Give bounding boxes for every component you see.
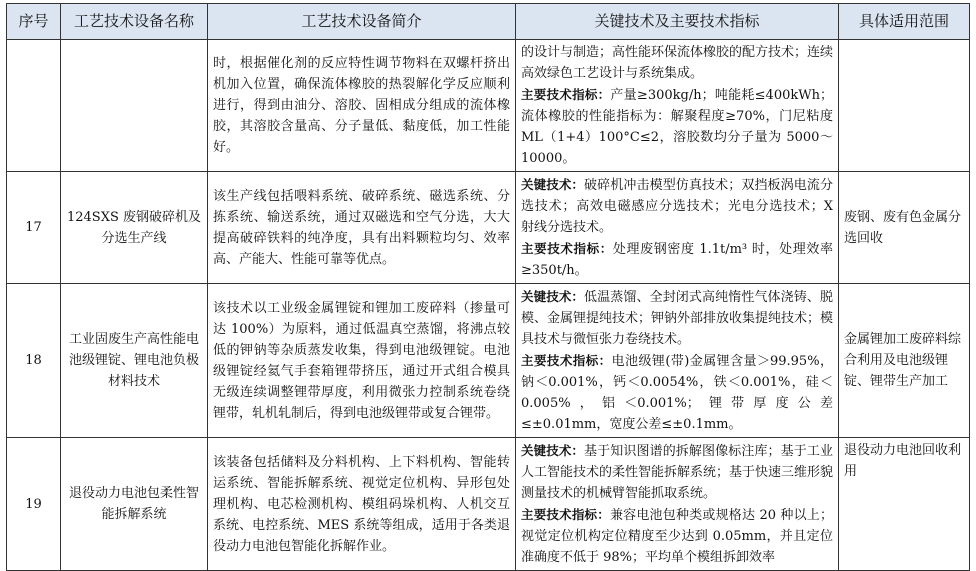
- row-number: 18: [7, 284, 61, 438]
- process-technology-table: [6, 3, 970, 571]
- table-row: [7, 438, 970, 571]
- main-indicators-text: 电池级锂(带)金属锂含量＞99.95%，钠＜0.001%，钙＜0.0054%，铁＜0.001%，硅＜0.005%，铝＜0.001%；锂带厚度公差≤±0.01mm，宽度公差≤±0.1mm。: [521, 354, 833, 432]
- table-row: [7, 284, 970, 438]
- key-technology-label: 关键技术：: [521, 443, 585, 458]
- row-number: [7, 40, 61, 172]
- main-indicators-label: 主要技术指标：: [521, 353, 612, 368]
- main-indicators-label: 主要技术指标：: [521, 507, 610, 522]
- application-scope: 退役动力电池回收利用: [839, 438, 970, 571]
- application-scope: 废钢、废有色金属分选回收: [839, 172, 970, 284]
- key-technology-text: 基于知识图谱的拆解图像标注库；基于工业人工智能技术的柔性智能拆解系统；基于快速三维形貌测量技术的机械臂智能抓取系统。: [521, 444, 834, 501]
- row-number: 17: [7, 172, 61, 284]
- key-technology: [521, 440, 833, 504]
- header-key-technology: 关键技术及主要技术指标: [516, 4, 839, 40]
- main-indicators: [521, 238, 833, 281]
- key-technology-cell: [516, 172, 839, 284]
- application-scope: 金属锂加工废碎料综合利用及电池级锂锭、锂带生产加工: [839, 284, 970, 438]
- header-equipment-intro: 工艺技术设备简介: [208, 4, 516, 40]
- table-row: [7, 40, 970, 172]
- table-row: [7, 172, 970, 284]
- header-serial-number: 序号: [7, 4, 61, 40]
- equipment-intro: 该生产线包括喂料系统、破碎系统、磁选系统、分拣系统、输送系统，通过双磁选和空气分选，大大提高破碎铁料的纯净度，具有出料颗粒均匀、效率高、产能大、性能可靠等优点。: [208, 172, 516, 284]
- equipment-intro: 时，根据催化剂的反应特性调节物料在双螺杆挤出机加入位置，确保流体橡胶的热裂解化学反应顺利进行，得到由油分、溶胶、固相成分组成的流体橡胶，其溶胶含量高、分子量低、黏度低，加工性能好。: [208, 40, 516, 172]
- key-technology-cell: [516, 284, 839, 438]
- main-indicators-text: 处理废钢密度 1.1t/m³ 时，处理效率≥350t/h。: [521, 242, 833, 278]
- equipment-name: 124SXS 废钢破碎机及分选生产线: [61, 172, 208, 284]
- main-indicators: [521, 504, 833, 568]
- key-technology-cell: [516, 40, 839, 172]
- key-technology-label: 关键技术：: [521, 177, 585, 192]
- main-indicators: [521, 350, 833, 435]
- key-technology: [521, 174, 833, 238]
- equipment-intro: 该技术以工业级金属锂锭和锂加工废碎料（掺量可达 100%）为原料，通过低温真空蒸馏，将沸点较低的钾钠等杂质蒸发收集，得到电池级锂锭。电池级锂锭经氦气手套箱锂带挤压，通过开式组合模具无级连续调整锂带厚度，利用微张力控制系统卷绕锂带，轧机轧制后，得到电池级锂带或复合锂带。: [208, 284, 516, 438]
- main-indicators-text: 兼容电池包种类或规格达 20 种以上；视觉定位机构定位精度至少达到 0.05mm，并且定位准确度不低于 98%；平均单个模组拆卸效率: [521, 508, 833, 565]
- key-technology-text: 破碎机冲击模型仿真技术；双挡板涡电流分选技术；高效电磁感应分选技术；光电分选技术；X 射线分选技术。: [521, 178, 833, 235]
- equipment-name: 工业固废生产高性能电池级锂锭、锂电池负极材料技术: [61, 284, 208, 438]
- key-technology: [521, 286, 833, 350]
- main-indicators-text: 产量≥300kg/h；吨能耗≤400kWh；流体橡胶的性能指标为：解聚程度≥70%，门尼粘度 ML（1+4）100°C≤2，溶胶数均分子量为 5000～10000。: [521, 88, 833, 166]
- main-indicators-label: 主要技术指标：: [521, 87, 611, 102]
- row-number: 19: [7, 438, 61, 571]
- header-equipment-name: 工艺技术设备名称: [61, 4, 208, 40]
- main-indicators: [521, 84, 833, 169]
- main-indicators-label: 主要技术指标：: [521, 241, 613, 256]
- application-scope: [839, 40, 970, 172]
- equipment-intro: 该装备包括储料及分料机构、上下料机构、智能转运系统、智能拆解系统、视觉定位机构、异形包处理机构、电芯检测机构、模组码垛机构、人机交互系统、电控系统、MES 系统等组成，适用于各类退役动力电池包智能化拆解作业。: [208, 438, 516, 571]
- key-technology-label: 关键技术：: [521, 289, 585, 304]
- header-application-scope: 具体适用范围: [839, 4, 970, 40]
- equipment-name: [61, 40, 208, 172]
- key-technology-cell: [516, 438, 839, 571]
- header-row: [7, 4, 970, 40]
- equipment-name: 退役动力电池包柔性智能拆解系统: [61, 438, 208, 571]
- key-technology-continued: 的设计与制造；高性能环保流体橡胶的配方技术；连续高效绿色工艺设计与系统集成。: [521, 45, 834, 81]
- key-technology-text: 低温蒸馏、全封闭式高纯惰性气体浇铸、脱模、金属锂提纯技术；钾钠外部排放收集提纯技术；模具技术与微恒张力卷绕技术。: [521, 290, 834, 347]
